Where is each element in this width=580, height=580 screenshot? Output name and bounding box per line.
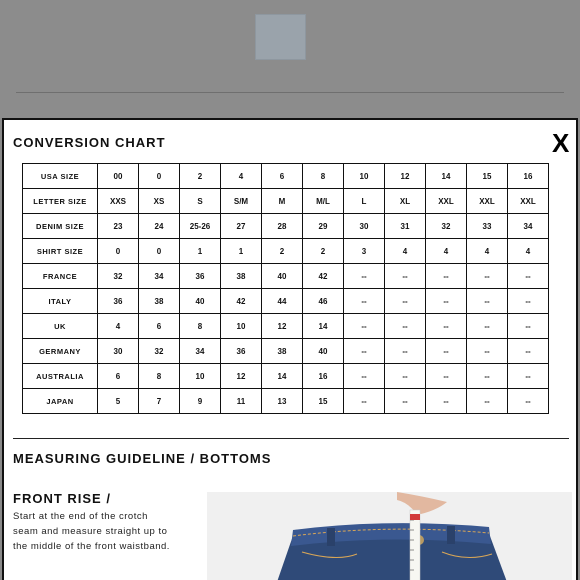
jeans-measurement-photo [207,492,572,580]
product-thumbnail[interactable] [255,14,306,60]
table-cell: -- [385,314,426,339]
front-rise-title: FRONT RISE / [13,491,111,506]
table-cell: 16 [508,164,549,189]
front-rise-line: the middle of the front waistband. [13,541,170,552]
table-row [23,314,549,339]
table-cell: -- [467,289,508,314]
table-cell: -- [467,314,508,339]
table-cell: 38 [221,264,262,289]
table-row [23,289,549,314]
table-cell: XXS [98,189,139,214]
table-cell: -- [508,264,549,289]
table-cell: 40 [262,264,303,289]
table-cell: 6 [139,314,180,339]
table-row [23,389,549,414]
table-cell: -- [385,389,426,414]
table-cell: 6 [262,164,303,189]
table-cell: 11 [221,389,262,414]
table-cell: 24 [139,214,180,239]
table-cell: 40 [303,339,344,364]
table-cell: -- [426,314,467,339]
table-cell: -- [344,389,385,414]
table-cell: -- [467,264,508,289]
row-header: ITALY [23,289,98,314]
size-chart-modal [2,118,578,580]
table-cell: -- [426,264,467,289]
front-rise-line: seam and measure straight up to [13,526,168,537]
row-header: UK [23,314,98,339]
table-cell: 23 [98,214,139,239]
table-cell: -- [344,339,385,364]
conversion-table [22,163,549,414]
table-cell: 4 [508,239,549,264]
table-cell: 2 [262,239,303,264]
table-row [23,214,549,239]
table-cell: 36 [221,339,262,364]
table-cell: -- [508,314,549,339]
table-cell: 46 [303,289,344,314]
table-cell: -- [385,264,426,289]
table-cell: -- [426,364,467,389]
table-cell: 7 [139,389,180,414]
table-cell: 28 [262,214,303,239]
conversion-chart-title: CONVERSION CHART [13,135,166,150]
table-cell: 8 [139,364,180,389]
table-cell: 0 [98,239,139,264]
table-cell: 30 [98,339,139,364]
table-cell: XXL [508,189,549,214]
table-cell: 40 [180,289,221,314]
row-header: DENIM SIZE [23,214,98,239]
table-cell: 8 [180,314,221,339]
table-cell: -- [385,339,426,364]
table-cell: 9 [180,389,221,414]
table-cell: 38 [139,289,180,314]
close-button[interactable]: X [552,128,570,158]
table-cell: -- [344,364,385,389]
table-row [23,239,549,264]
table-cell: 36 [180,264,221,289]
table-cell: 0 [139,164,180,189]
table-cell: 2 [180,164,221,189]
divider-line [16,92,564,93]
front-rise-line: Start at the end of the crotch [13,511,148,522]
table-cell: -- [426,339,467,364]
table-cell: M/L [303,189,344,214]
front-rise-description [13,509,203,554]
measuring-guideline-title: MEASURING GUIDELINE / BOTTOMS [13,451,272,466]
table-cell: 6 [98,364,139,389]
table-cell: XL [385,189,426,214]
table-cell: -- [467,364,508,389]
table-row [23,189,549,214]
table-cell: 32 [98,264,139,289]
table-cell: 10 [221,314,262,339]
table-cell: 31 [385,214,426,239]
table-cell: 14 [303,314,344,339]
row-header: AUSTRALIA [23,364,98,389]
table-cell: 34 [139,264,180,289]
table-cell: -- [426,289,467,314]
table-cell: -- [508,364,549,389]
table-cell: 15 [467,164,508,189]
table-cell: 8 [303,164,344,189]
table-row [23,264,549,289]
table-cell: XS [139,189,180,214]
section-divider [13,438,569,439]
table-cell: 4 [426,239,467,264]
row-header: LETTER SIZE [23,189,98,214]
table-cell: 4 [385,239,426,264]
table-cell: -- [467,339,508,364]
table-cell: -- [467,389,508,414]
table-cell: 34 [180,339,221,364]
table-row [23,339,549,364]
table-cell: 13 [262,389,303,414]
table-cell: 33 [467,214,508,239]
table-cell: 15 [303,389,344,414]
table-cell: XXL [426,189,467,214]
table-cell: 12 [385,164,426,189]
table-cell: S/M [221,189,262,214]
table-cell: 36 [98,289,139,314]
table-cell: 42 [221,289,262,314]
table-cell: -- [385,364,426,389]
table-cell: 10 [344,164,385,189]
table-cell: -- [508,289,549,314]
table-cell: -- [385,289,426,314]
table-cell: 29 [303,214,344,239]
table-cell: 1 [180,239,221,264]
table-cell: 4 [98,314,139,339]
table-cell: 1 [221,239,262,264]
table-cell: 32 [426,214,467,239]
table-cell: 14 [426,164,467,189]
table-cell: 16 [303,364,344,389]
table-cell: L [344,189,385,214]
table-cell: 5 [98,389,139,414]
table-cell: 4 [221,164,262,189]
table-cell: 44 [262,289,303,314]
row-header: JAPAN [23,389,98,414]
table-cell: 25-26 [180,214,221,239]
table-cell: 2 [303,239,344,264]
table-cell: 32 [139,339,180,364]
table-cell: -- [508,389,549,414]
table-cell: S [180,189,221,214]
table-cell: 0 [139,239,180,264]
table-cell: 30 [344,214,385,239]
row-header: SHIRT SIZE [23,239,98,264]
table-cell: 00 [98,164,139,189]
table-cell: 12 [262,314,303,339]
table-cell: 27 [221,214,262,239]
table-row [23,164,549,189]
table-cell: 10 [180,364,221,389]
row-header: GERMANY [23,339,98,364]
table-cell: -- [508,339,549,364]
table-cell: 14 [262,364,303,389]
table-cell: M [262,189,303,214]
table-cell: 38 [262,339,303,364]
background-page-overlay [0,0,580,118]
table-cell: 4 [467,239,508,264]
table-cell: -- [344,264,385,289]
table-row [23,364,549,389]
table-cell: XXL [467,189,508,214]
table-cell: 34 [508,214,549,239]
table-cell: 12 [221,364,262,389]
table-cell: 42 [303,264,344,289]
row-header: USA SIZE [23,164,98,189]
row-header: FRANCE [23,264,98,289]
table-cell: 3 [344,239,385,264]
table-cell: -- [344,314,385,339]
table-cell: -- [344,289,385,314]
table-cell: -- [426,389,467,414]
jeans-illustration [207,492,572,580]
